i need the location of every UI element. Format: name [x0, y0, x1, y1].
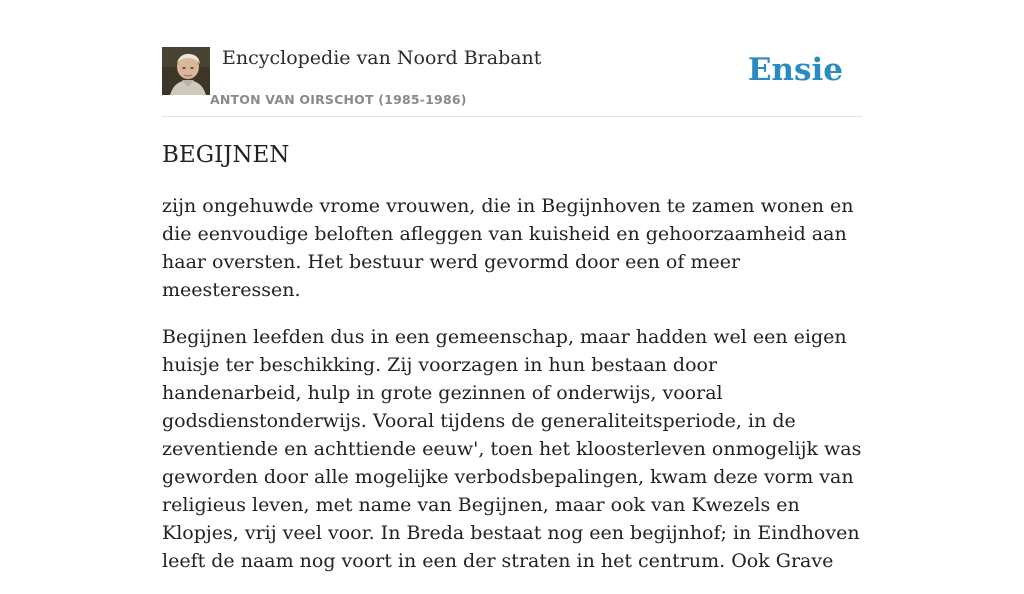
entry-paragraph: zijn ongehuwde vrome vrouwen, die in Begijnhoven te zamen wonen en die eenvoudige beloften afleggen van kuisheid en gehoorzaamheid aan haar oversten. Het bestuur werd gevormd door een of meer meesteressen. — [162, 195, 854, 301]
entry-title: BEGIJNEN — [162, 142, 290, 168]
entry-body — [162, 192, 862, 594]
page — [162, 0, 862, 572]
author-portrait-icon — [162, 47, 210, 95]
author-avatar[interactable] — [162, 47, 210, 95]
header — [162, 46, 862, 117]
brand-logo[interactable]: Ensie — [747, 52, 843, 88]
book-title[interactable]: Encyclopedie van Noord Brabant — [222, 47, 542, 69]
author-name[interactable]: ANTON VAN OIRSCHOT (1985-1986) — [210, 92, 467, 107]
entry-paragraph: Begijnen leefden dus in een gemeenschap, maar hadden wel een eigen huisje ter beschikking. Zij voorzagen in hun bestaan door handenarbeid, hulp in grote gezinnen of onderwijs, vooral godsdienstonderwijs. Vooral tijdens de generaliteitsperiode, in de zeventiende en achttiende eeuw', toen het kloosterleven onmogelijk was geworden door alle mogelijke verbodsbepalingen, kwam deze vorm van religieus leven, met name van Begijnen, maar ook van Kwezels en Klopjes, vrij veel voor. In Breda bestaat nog een begijnhof; in Eindhoven leeft de naam nog voort in een der straten in het centrum. Ook Grave — [162, 326, 862, 572]
